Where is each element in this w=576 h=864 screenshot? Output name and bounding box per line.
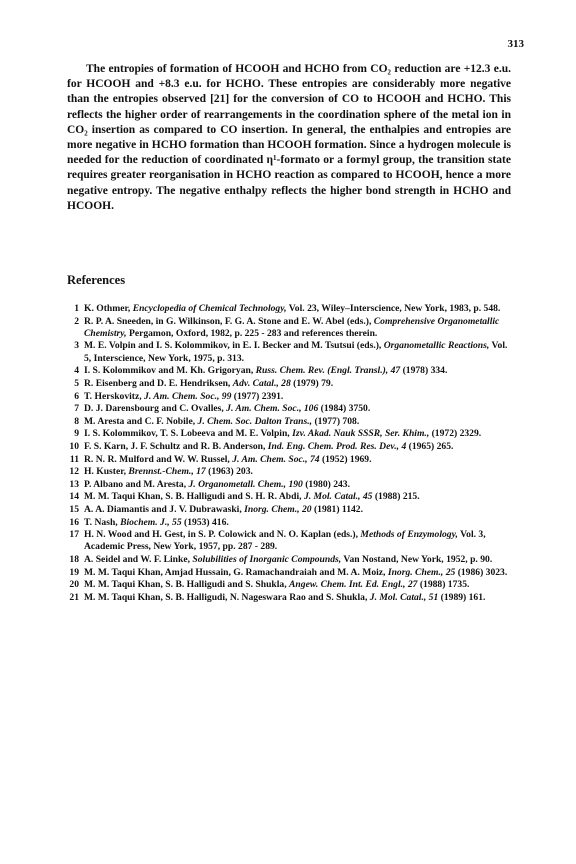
reference-item xyxy=(67,579,511,591)
reference-text xyxy=(84,466,253,477)
body-paragraph xyxy=(67,62,511,214)
reference-source: Russ. Chem. Rev. (Engl. Transl.), 47 xyxy=(255,365,401,377)
reference-item xyxy=(67,504,511,516)
reference-number: 16 xyxy=(69,516,79,528)
reference-source: Inorg. Chem., 20 xyxy=(244,503,312,515)
reference-text xyxy=(84,403,370,414)
reference-text xyxy=(84,479,350,490)
reference-authors: M. Aresta and C. F. Nobile, xyxy=(84,415,198,427)
reference-text xyxy=(84,579,469,590)
reference-details: (1978) 334. xyxy=(400,365,448,377)
reference-source: Biochem. J., 55 xyxy=(120,516,182,528)
reference-number: 19 xyxy=(69,566,79,578)
reference-source: J. Chem. Soc. Dalton Trans., xyxy=(197,415,313,427)
reference-source: Organometallic Reactions, xyxy=(383,340,490,352)
reference-authors: R. P. A. Sneeden, in G. Wilkinson, F. G. A. Stone and E. W. Abel (eds.), xyxy=(84,315,374,327)
reference-number: 11 xyxy=(69,453,79,465)
reference-details: (1972) 2329. xyxy=(429,428,482,440)
reference-number: 5 xyxy=(74,377,79,389)
reference-number: 3 xyxy=(74,340,79,352)
reference-authors: I. S. Kolommikov, T. S. Lobeeva and M. E. Volpin, xyxy=(84,428,293,440)
reference-source: J. Am. Chem. Soc., 74 xyxy=(232,453,320,465)
reference-item xyxy=(67,466,511,478)
reference-details: (1988) 215. xyxy=(372,491,420,503)
reference-authors: M. E. Volpin and I. S. Kolommikov, in E. I. Becker and M. Tsutsui (eds.), xyxy=(84,340,384,352)
reference-item xyxy=(67,403,511,415)
reference-source: Angew. Chem. Int. Ed. Engl., 27 xyxy=(289,579,418,591)
reference-number: 8 xyxy=(74,415,79,427)
reference-text xyxy=(84,517,229,528)
reference-details: Pergamon, Oxford, 1982, p. 225 - 283 and references therein. xyxy=(126,327,378,339)
reference-details: (1989) 161. xyxy=(438,591,486,603)
reference-item xyxy=(67,454,511,466)
reference-source: J. Mol. Catal., 51 xyxy=(369,591,439,603)
reference-text xyxy=(84,303,500,314)
reference-authors: M. M. Taqui Khan, S. B. Halligudi, N. Nageswara Rao and S. Shukla, xyxy=(84,591,370,603)
reference-text xyxy=(84,554,492,565)
reference-number: 13 xyxy=(69,478,79,490)
reference-item xyxy=(67,529,511,554)
reference-number: 9 xyxy=(74,428,79,440)
reference-authors: M. M. Taqui Khan, S. B. Halligudi and S. H. R. Abdi, xyxy=(84,491,304,503)
reference-source: Comprehensive Organometallic Chemistry, xyxy=(84,315,500,339)
reference-text xyxy=(84,316,499,339)
reference-authors: R. N. R. Mulford and W. W. Russel, xyxy=(84,453,233,465)
reference-item xyxy=(67,567,511,579)
reference-details: (1980) 243. xyxy=(302,478,351,490)
reference-details: (1986) 3023. xyxy=(455,566,508,578)
reference-source: J. Mol. Catal., 45 xyxy=(303,491,373,503)
reference-details: (1979) 79. xyxy=(290,377,334,389)
reference-authors: M. M. Taqui Khan, S. B. Halligudi and S. Shukla, xyxy=(84,579,290,591)
reference-authors: A. Seidel and W. F. Linke, xyxy=(84,553,193,565)
reference-details: (1963) 203. xyxy=(205,466,253,478)
page-number: 313 xyxy=(507,38,524,50)
reference-text xyxy=(84,365,447,376)
reference-authors: I. S. Kolommikov and M. Kh. Grigoryan, xyxy=(84,365,256,377)
reference-details: (1977) 708. xyxy=(312,415,360,427)
reference-text xyxy=(84,441,453,452)
reference-item xyxy=(67,391,511,403)
reference-number: 12 xyxy=(69,466,79,478)
references-heading: References xyxy=(67,273,126,287)
reference-item xyxy=(67,517,511,529)
reference-text xyxy=(84,416,359,427)
reference-item xyxy=(67,416,511,428)
reference-source: Brennst.-Chem., 17 xyxy=(128,466,206,478)
reference-item xyxy=(67,365,511,377)
reference-details: Vol. 3, Academic Press, New York, 1957, pp. 287 - 289. xyxy=(84,529,486,553)
reference-number: 17 xyxy=(69,529,79,541)
reference-text xyxy=(84,340,507,363)
paragraph-text: The entropies of formation of HCOOH and HCHO from CO₂ reduction are +12.3 e.u. for HCOOH and +8.3 e.u. for HCHO. These entropies are considerably more negative than the entropies observed [21] for the conversion of CO to HCOOH and HCHO. This reflects the higher order of rearrangements in the coordination sphere of the metal ion in CO₂ insertion as compared to CO insertion. In general, the enthalpies and entropies are more negative in HCHO formation than HCOOH formation. Since a hydrogen molecule is needed for the reduction of coordinated η¹-formato or a formyl group, the transition state requires greater reorganisation in HCHO reaction as compared to HCOOH, hence a more negative entropy. The negative enthalpy reflects the higher bond strength in HCHO and HCOOH. xyxy=(67,63,511,212)
reference-item xyxy=(67,378,511,390)
reference-source: J. Am. Chem. Soc., 106 xyxy=(226,403,319,415)
reference-details: (1977) 2391. xyxy=(231,390,284,402)
reference-number: 20 xyxy=(69,579,79,591)
reference-source: Methods of Enzymology, xyxy=(360,529,458,541)
reference-text xyxy=(84,428,481,439)
reference-details: (1984) 3750. xyxy=(318,403,371,415)
reference-authors: T. Nash, xyxy=(84,516,121,528)
reference-details: (1981) 1142. xyxy=(311,503,363,515)
reference-number: 6 xyxy=(74,390,79,402)
reference-text xyxy=(84,529,486,552)
reference-item xyxy=(67,340,511,365)
reference-number: 14 xyxy=(69,491,79,503)
reference-item xyxy=(67,303,511,315)
reference-authors: H. Kuster, xyxy=(84,466,129,478)
reference-details: (1952) 1969. xyxy=(319,453,372,465)
reference-number: 2 xyxy=(74,315,79,327)
reference-text xyxy=(84,491,420,502)
reference-details: (1953) 416. xyxy=(181,516,229,528)
reference-authors: K. Othmer, xyxy=(84,303,133,314)
reference-source: Inorg. Chem., 25 xyxy=(387,566,456,578)
reference-source: Izv. Akad. Nauk SSSR, Ser. Khim., xyxy=(292,428,430,440)
reference-item xyxy=(67,491,511,503)
reference-authors: T. Herskovitz, xyxy=(84,390,145,402)
reference-number: 1 xyxy=(74,303,79,314)
reference-source: Solubilities of Inorganic Compounds, xyxy=(192,553,342,565)
reference-item xyxy=(67,441,511,453)
reference-details: Vol. 23, Wiley–Interscience, New York, 1983, p. 548. xyxy=(286,303,501,314)
reference-text xyxy=(84,592,485,603)
reference-authors: D. J. Darensbourg and C. Ovalles, xyxy=(84,403,227,415)
reference-details: Vol. 5, Interscience, New York, 1975, p. 313. xyxy=(84,340,508,364)
reference-number: 4 xyxy=(74,365,79,377)
reference-number: 18 xyxy=(69,553,79,565)
reference-number: 7 xyxy=(74,403,79,415)
reference-item xyxy=(67,592,511,604)
reference-text xyxy=(84,391,283,402)
reference-source: Encyclopedia of Chemical Technology, xyxy=(132,303,287,314)
reference-authors: R. Eisenberg and D. E. Hendriksen, xyxy=(84,377,233,389)
reference-item xyxy=(67,316,511,341)
reference-number: 15 xyxy=(69,503,79,515)
reference-source: J. Am. Chem. Soc., 99 xyxy=(144,390,232,402)
reference-number: 21 xyxy=(69,591,79,603)
reference-authors: H. N. Wood and H. Gest, in S. P. Colowick and N. O. Kaplan (eds.), xyxy=(84,529,361,541)
reference-text xyxy=(84,454,372,465)
reference-text xyxy=(84,378,333,389)
reference-details: (1988) 1735. xyxy=(417,579,470,591)
reference-text xyxy=(84,567,507,578)
reference-details: Van Nostand, New York, 1952, p. 90. xyxy=(341,553,493,565)
reference-source: Ind. Eng. Chem. Prod. Res. Dev., 4 xyxy=(267,440,407,452)
references-list xyxy=(67,303,511,604)
reference-authors: A. A. Diamantis and J. V. Dubrawaski, xyxy=(84,503,245,515)
reference-authors: P. Albano and M. Aresta, xyxy=(84,478,189,490)
reference-details: (1965) 265. xyxy=(406,440,454,452)
reference-item xyxy=(67,428,511,440)
reference-text xyxy=(84,504,363,515)
reference-item xyxy=(67,479,511,491)
reference-source: J. Organometall. Chem., 190 xyxy=(188,478,303,490)
reference-source: Adv. Catal., 28 xyxy=(232,377,291,389)
reference-item xyxy=(67,554,511,566)
reference-authors: M. M. Taqui Khan, Amjad Hussain, G. Ramachandraiah and M. A. Moiz, xyxy=(84,566,388,578)
reference-authors: F. S. Karn, J. F. Schultz and R. B. Anderson, xyxy=(84,440,268,452)
reference-number: 10 xyxy=(69,440,79,452)
